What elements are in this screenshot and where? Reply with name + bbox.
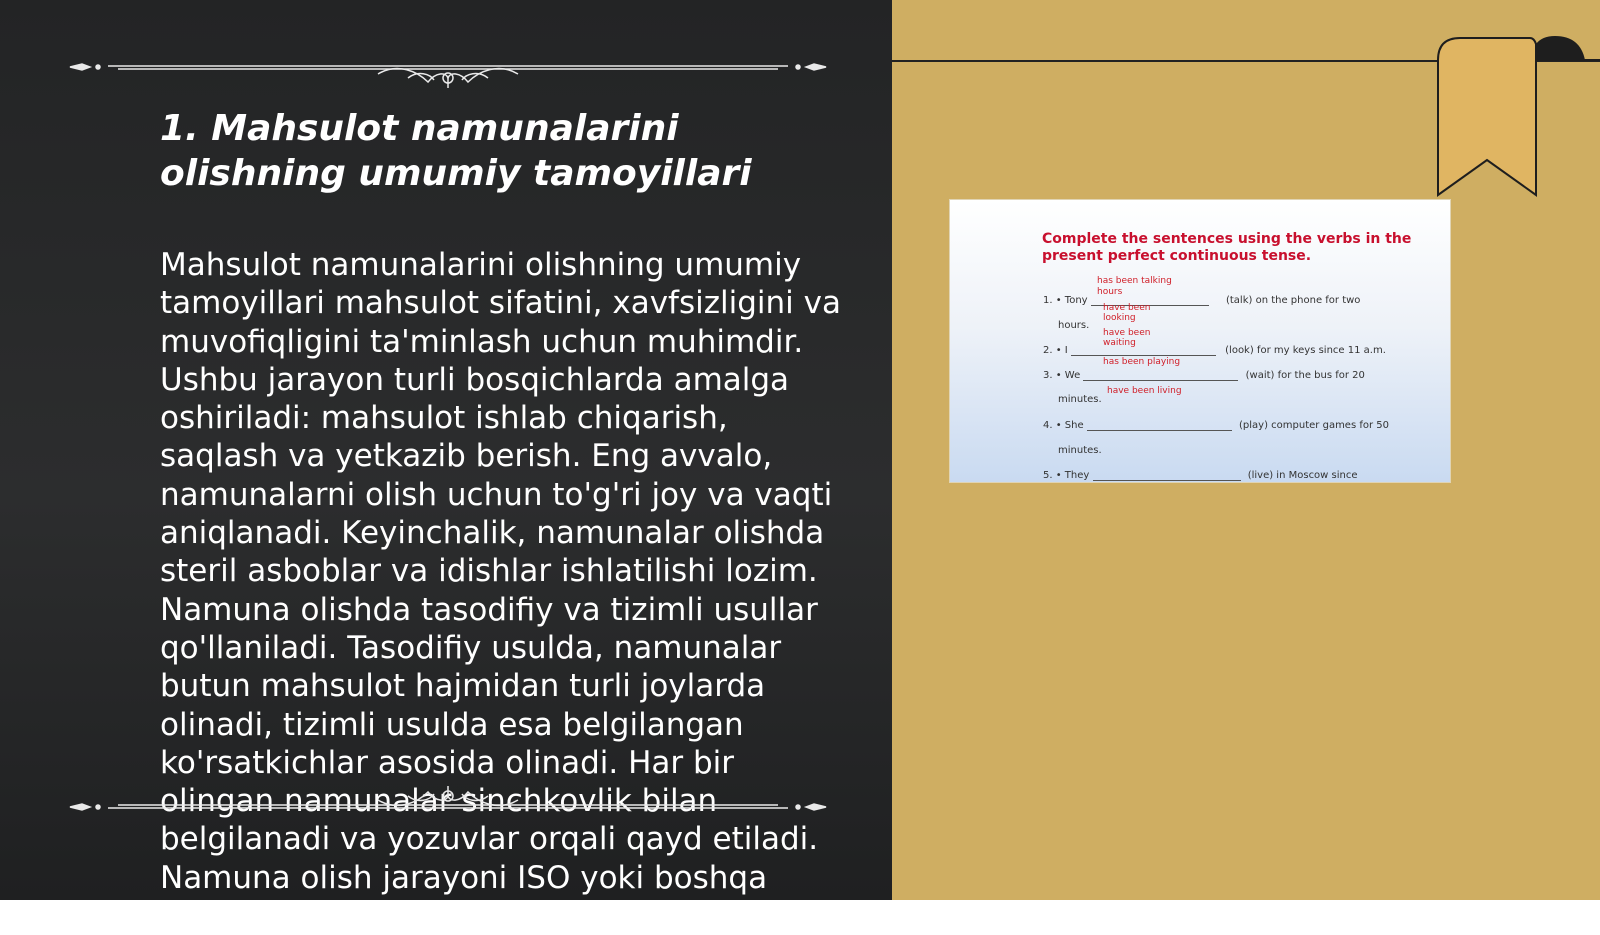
item-subject: • We <box>1055 370 1081 381</box>
item-number: 3. <box>1043 370 1053 381</box>
item-hint: (play) computer games for 50 <box>1239 420 1390 431</box>
answer-text: have been living <box>1107 386 1182 396</box>
worksheet-item-continued: minutes. <box>1058 445 1102 456</box>
answer-text: looking <box>1103 313 1136 323</box>
answer-blank <box>1093 470 1241 481</box>
worksheet-item <box>1043 295 1360 306</box>
worksheet-item <box>1043 420 1389 431</box>
worksheet-item-continued: hours. <box>1058 320 1090 331</box>
answer-text: hours <box>1097 287 1123 297</box>
answer-text: waiting <box>1103 338 1136 348</box>
item-number: 2. <box>1043 345 1053 356</box>
item-hint: (wait) for the bus for 20 <box>1245 370 1365 381</box>
answer-blank <box>1071 345 1216 356</box>
item-hint: (look) for my keys since 11 a.m. <box>1225 345 1386 356</box>
answer-text: have been <box>1103 303 1151 313</box>
item-number: 1. <box>1043 295 1053 306</box>
worksheet-item <box>1043 470 1358 481</box>
item-hint: (talk) on the phone for two <box>1225 295 1361 306</box>
item-hint: (live) in Moscow since <box>1247 470 1358 481</box>
bookmark-ribbon-icon <box>1430 30 1600 200</box>
worksheet-item-continued: minutes. <box>1058 394 1102 405</box>
answer-text: has been playing <box>1103 357 1181 367</box>
worksheet-item <box>1043 345 1386 356</box>
slide-title: 1. Mahsulot namunalarini olishning umumiy tamoyillari <box>160 108 752 194</box>
item-number: 4. <box>1043 420 1053 431</box>
item-number: 5. <box>1043 470 1053 481</box>
worksheet-image <box>950 200 1450 482</box>
slide-body-text: Mahsulot namunalarini olishning umumiy tamoyillari mahsulot sifatini, xavfsizligini va muvofiqligini ta'minlash uchun muhimdir. Ushbu jarayon turli bosqichlarda amalga oshiriladi: mahsulot ishlab chiqarish, saqlash va yetkazib berish. Eng avvalo, namunalarni olish uchun to'g'ri joy va vaqti aniqlanadi. Keyinchalik, namunalar olishda steril asboblar va idishlar ishlatilishi lozim. Namuna olishda tasodifiy va tizimli usullar qo'llaniladi. Tasodifiy usulda, namunalar butun mahsulot hajmidan turli joylarda olinadi, tizimli usulda esa belgilangan ko'rsatkichlar asosida olinadi. Har bir olingan namunalar sinchkovlik bilan belgilanadi va yozuvlar orqali qayd etiladi. Namuna olish jarayoni ISO yoki boshqa xalqaro <box>160 247 841 935</box>
top-ornamental-divider <box>68 48 828 88</box>
worksheet-item <box>1043 370 1365 381</box>
answer-blank <box>1087 420 1232 431</box>
item-subject: • Tony <box>1055 295 1088 306</box>
worksheet-title: Complete the sentences using the verbs in the present perfect continuous tense. <box>1042 231 1412 264</box>
item-subject: • They <box>1055 470 1090 481</box>
answer-text: has been talking <box>1097 276 1172 286</box>
bottom-ornamental-divider <box>68 786 828 826</box>
item-subject: • She <box>1055 420 1084 431</box>
answer-blank <box>1083 370 1238 381</box>
answer-text: have been <box>1103 328 1151 338</box>
item-subject: • I <box>1055 345 1068 356</box>
